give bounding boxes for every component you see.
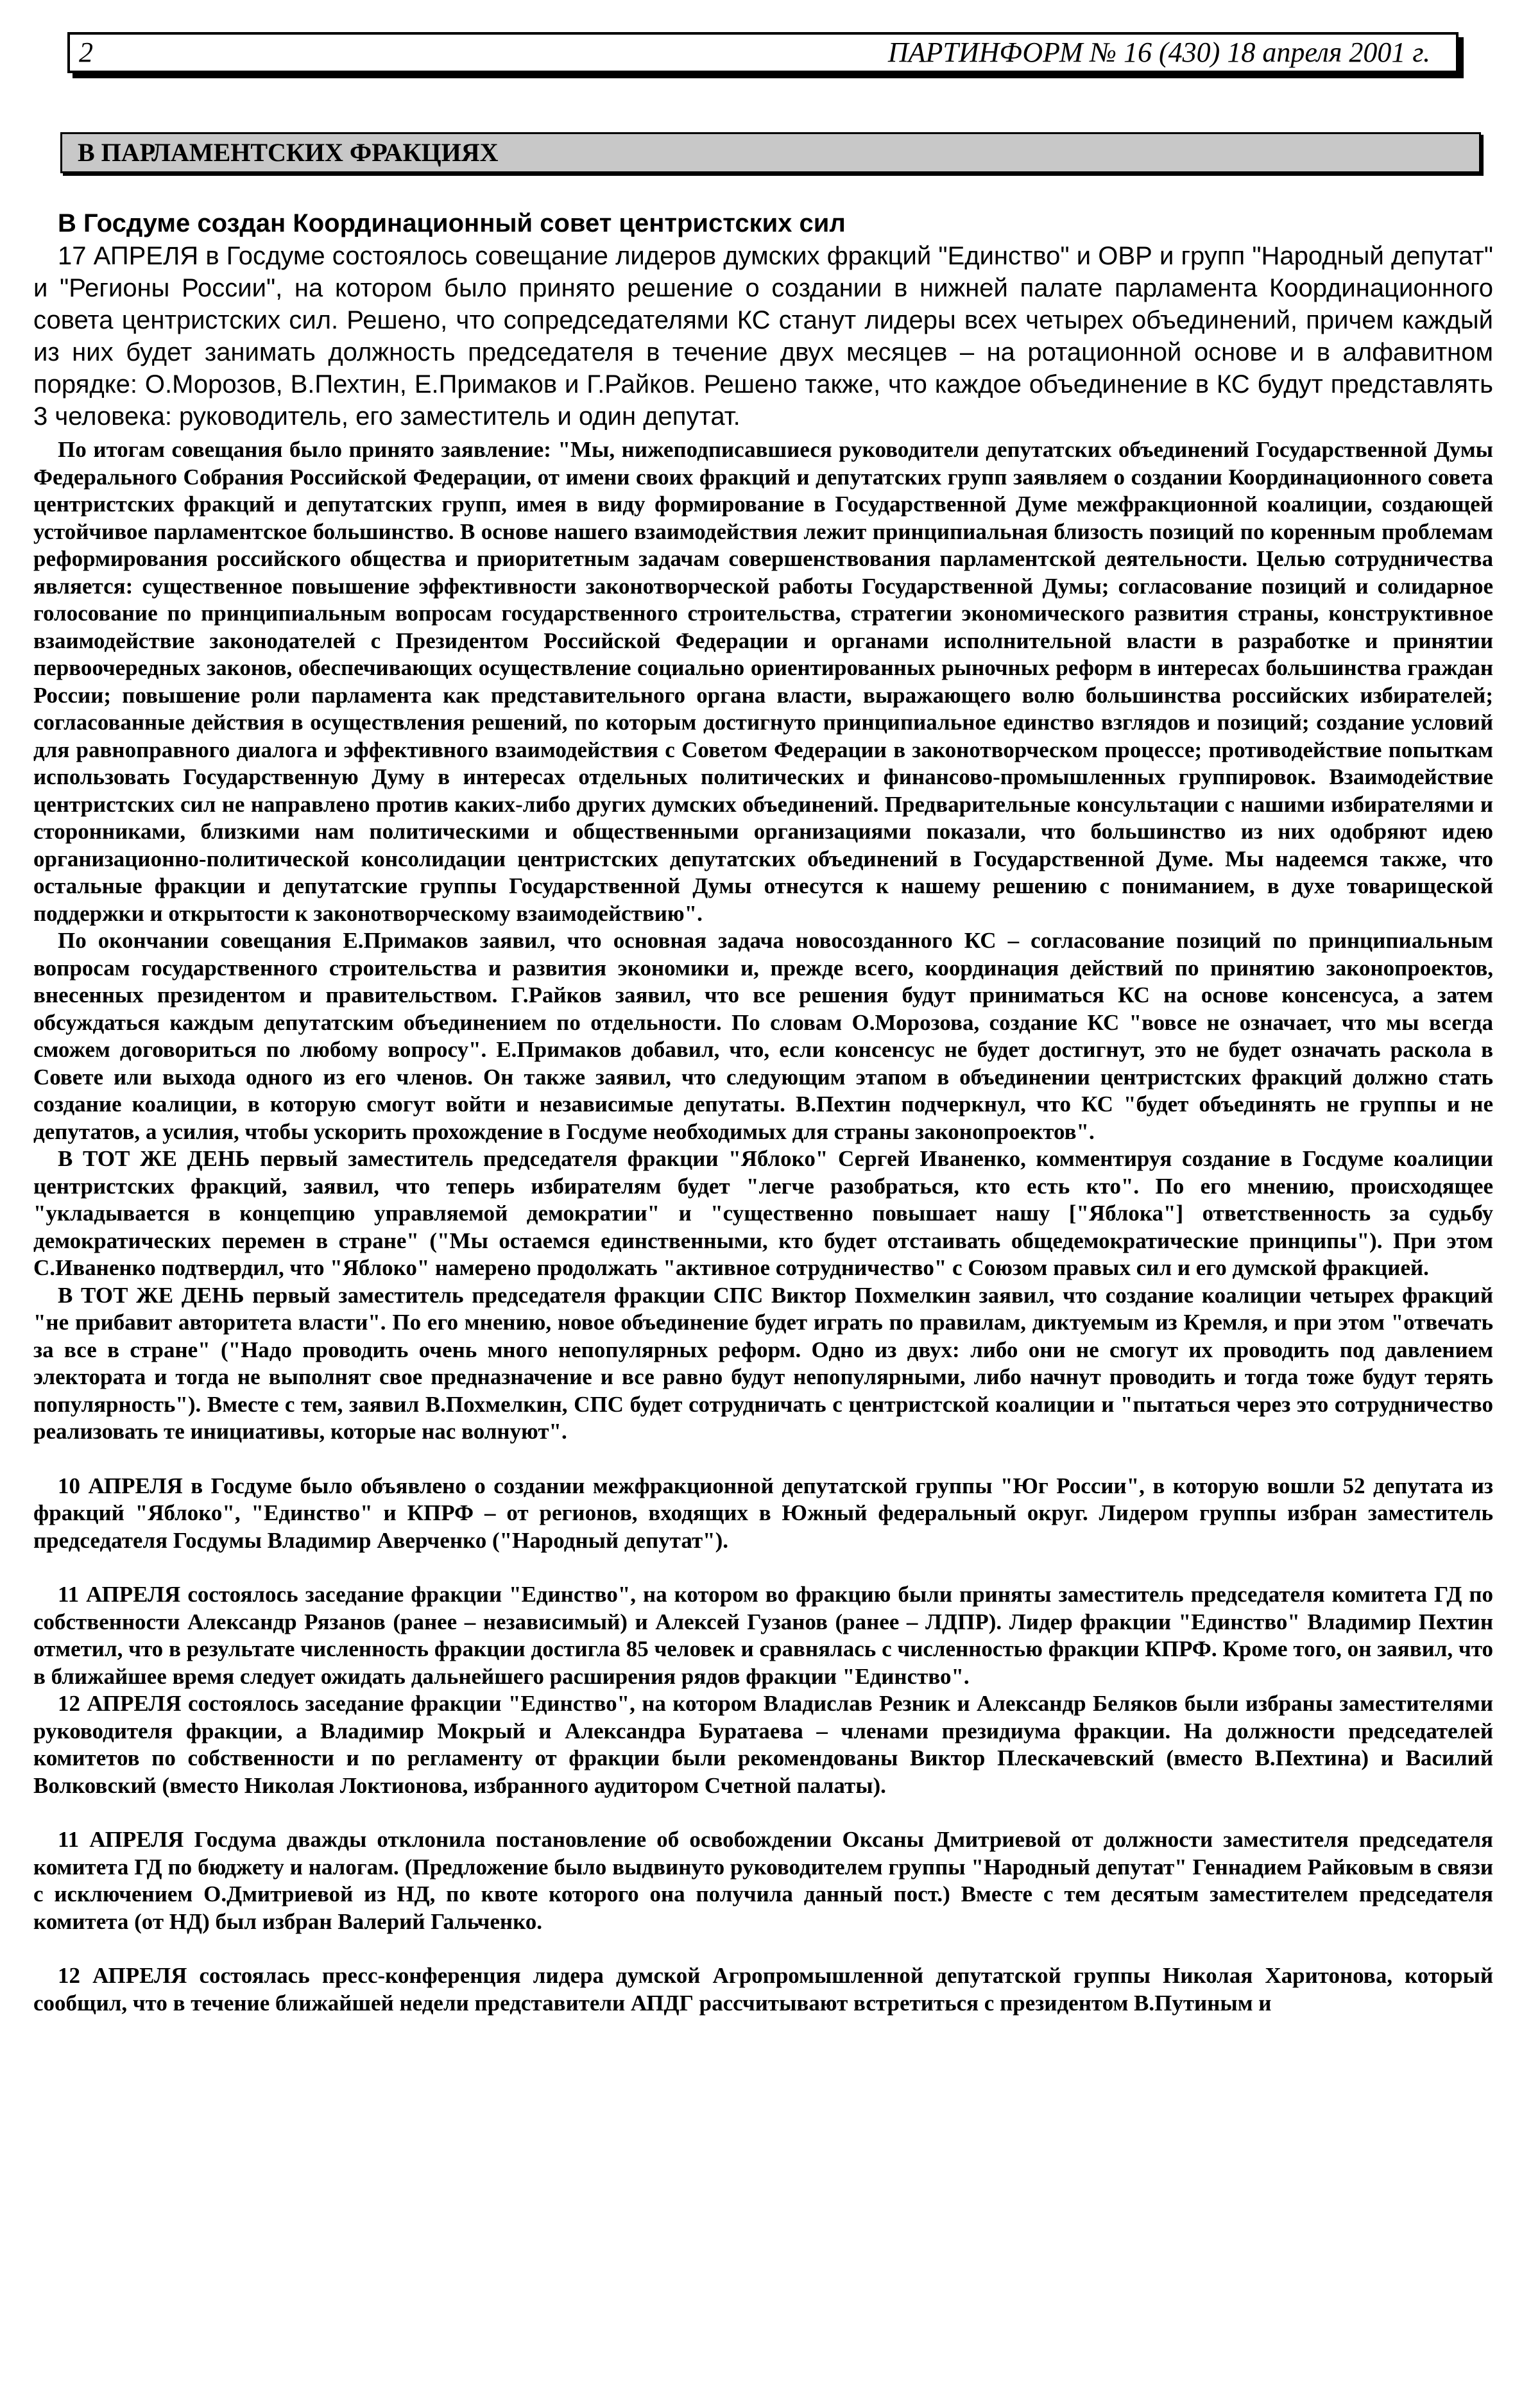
paragraph-april-12-edinstvo: 12 АПРЕЛЯ состоялось заседание фракции "Единство", на котором Владислав Резник и Александр Беляков были избраны заместителями руководителя фракции, а Владимир Мокрый и Александра Буратаева – членами президиума фракции. На должности председателей комитетов по собственности и по регламенту от фракции были рекомендованы Виктор Плескачевский (вместо В.Пехтина) и Василий Волковский (вместо Николая Локтионова, избранного аудитором Счетной палаты). [33,1691,1493,1798]
paragraph-april-12-kharitonov: 12 АПРЕЛЯ состоялась пресс-конференция лидера думской Агропромышленной депутатской группы Николая Харитонова, который сообщил, что в течение ближайшей недели представители АПДГ рассчитывают встретиться с президентом В.Путиным и [33,1963,1493,2016]
paragraph-pokhmelkin: В ТОТ ЖЕ ДЕНЬ первый заместитель председателя фракции СПС Виктор Похмелкин заявил, что создание коалиции четырех фракций "не прибавит авторитета власти". По его мнению, новое объединение будет играть по правилам, диктуемым из Кремля, и при этом "отвечать за все в стране" ("Надо проводить очень много непопулярных реформ. Одно из двух: либо они не смогут их проводить под давлением электората и тогда не выполнят свое предназначение и все равно будут непопулярными, либо начнут проводить и тогда тоже будут терять популярность"). Вместе с тем, заявил В.Похмелкин, СПС будет сотрудничать с центристской коалиции и "пытаться через это сотрудничество реализовать те инициативы, которые нас волнуют". [33,1282,1493,1444]
paragraph-primakov: По окончании совещания Е.Примаков заявил, что основная задача новосозданного КС – согласование позиций по принципиальным вопросам государственного строительства и развития экономики и, прежде всего, координация действий по принятию законопроектов, внесенных президентом и правительством. Г.Райков заявил, что все решения будут приниматься КС на основе консенсуса, а затем обсуждаться каждым депутатским объединением по отдельности. По словам О.Морозова, создание КС "вовсе не означает, что мы всегда сможем договориться по любому вопросу". Е.Примаков добавил, что, если консенсус не будет достигнут, это не будет означать раскола в Совете или выхода одного из его членов. Он также заявил, что следующим этапом в объединении центристских фракций должно стать создание коалиции, в которую смогут войти и независимые депутаты. В.Пехтин подчеркнул, что КС "будет объединять не группы и не депутатов, а усилия, чтобы ускорить прохождение в Госдуме необходимых для страны законопроектов". [33,928,1493,1144]
article-lead: 17 АПРЕЛЯ в Госдуме состоялось совещание лидеров думских фракций "Единство" и ОВР и групп "Народный депутат" и "Регионы России", на котором было принято решение о создании в нижней палате парламента Координационного совета центристских сил. Решено, что сопредседателями КС станут лидеры всех четырех объединений, причем каждый из них будет занимать должность председателя в течение двух месяцев – на ротационной основе и в алфавитном порядке: О.Морозов, В.Пехтин, Е.Примаков и Г.Райков. Решено также, что каждое объединение в КС будут представлять 3 человека: руководитель, его заместитель и один депутат. [33,242,1493,431]
article [33,207,1493,2017]
paragraph-ivanenko: В ТОТ ЖЕ ДЕНЬ первый заместитель председателя фракции "Яблоко" Сергей Иваненко, комментируя создание в Госдуме коалиции центристских фракций, заявил, что теперь избирателям будет "легче разобраться, кто есть кто". По его мнению, происходящее "укладывается в концепцию управляемой демократии" и "существенно повышает нашу ["Яблока"] ответственность за судьбу демократических перемен в стране" ("Мы остаемся единственными, кто будет отстаивать общедемократические принципы"). При этом С.Иваненко подтвердил, что "Яблоко" намерено продолжать "активное сотрудничество" с Союзом правых сил и его думской фракцией. [33,1146,1493,1280]
article-headline: В Госдуме создан Координационный совет центристских сил [58,209,846,237]
paragraph-april-11-edinstvo: 11 АПРЕЛЯ состоялось заседание фракции "Единство", на котором во фракцию были приняты заместитель председателя комитета ГД по собственности Александр Рязанов (ранее – независимый) и Алексей Гузанов (ранее – ЛДПР). Лидер фракции "Единство" Владимир Пехтин отметил, что в результате численность фракции достигла 85 человек и сравнялась с численностью фракции КПРФ. Кроме того, он заявил, что в ближайшее время следует ожидать дальнейшего расширения рядов фракции "Единство". [33,1582,1493,1689]
publication-title: ПАРТИНФОРМ № 16 (430) 18 апреля 2001 г. [887,37,1430,68]
paragraph-april-11-dmitrieva: 11 АПРЕЛЯ Госдума дважды отклонила постановление об освобождении Оксаны Дмитриевой от должности заместителя председателя комитета ГД по бюджету и налогам. (Предложение было выдвинуто руководителем группы "Народный депутат" Геннадием Райковым в связи с исключением О.Дмитриевой из НД, по квоте которого она получила данный пост.) Вместе с тем десятым заместителем председателя комитета (от НД) был избран Валерий Гальченко. [33,1827,1493,1934]
paragraph-april-10: 10 АПРЕЛЯ в Госдуме было объявлено о создании межфракционной депутатской группы "Юг России", в которую вошли 52 депутата из фракций "Яблоко", "Единство" и КПРФ – от регионов, входящих в Южный федеральный округ. Лидером группы избран заместитель председателя Госдумы Владимир Аверченко ("Народный депутат"). [33,1473,1493,1553]
page-number: 2 [79,37,93,68]
paragraph-statement: По итогам совещания было принято заявление: "Мы, нижеподписавшиеся руководители депутатских объединений Государственной Думы Федерального Собрания Российской Федерации, от имени своих фракций и депутатских групп заявляем о создании Координационного совета центристских фракций и депутатских групп, имея в виду формирование в Государственной Думе межфракционной коалиции, создающей устойчивое парламентское большинство. В основе нашего взаимодействия лежит принципиальная близость позиций по коренным проблемам реформирования российского общества и приоритетным задачам совершенствования парламентской деятельности. Целью сотрудничества является: существенное повышение эффективности законотворческой работы Государственной Думы; согласование позиций и солидарное голосование по принципиальным вопросам государственного строительства, стратегии экономического развития страны, конструктивное взаимодействие законодателей с Президентом Российской Федерации и органами исполнительной власти в разработке и принятии первоочередных законов, обеспечивающих осуществление социально ориентированных рыночных реформ в интересах большинства граждан России; повышение роли парламента как представительного органа власти, выражающего волю большинства российских избирателей; согласованные действия в осуществления решений, по которым достигнуто принципиальное единство взглядов и позиций; создание условий для равноправного диалога и эффективного взаимодействия с Советом Федерации в законотворческом процессе; противодействие попыткам использовать Государственную Думу в интересах отдельных политических и финансово-промышленных группировок. Взаимодействие центристских сил не направлено против каких-либо других думских объединений. Предварительные консультации с нашими избирателями и сторонниками, близкими нам политическими и общественными организациями показали, что большинство из них одобряют идею организационно-политической консолидации центристских депутатских объединений в Государственной Думе. Мы надеемся также, что остальные фракции и депутатские группы Государственной Думы отнесутся к нашему решению с пониманием, в духе товарищеской поддержки и открытости к законотворческому взаимодействию". [33,437,1493,926]
page-header [67,32,1459,73]
section-title: В ПАРЛАМЕНТСКИХ ФРАКЦИЯХ [60,132,1481,173]
